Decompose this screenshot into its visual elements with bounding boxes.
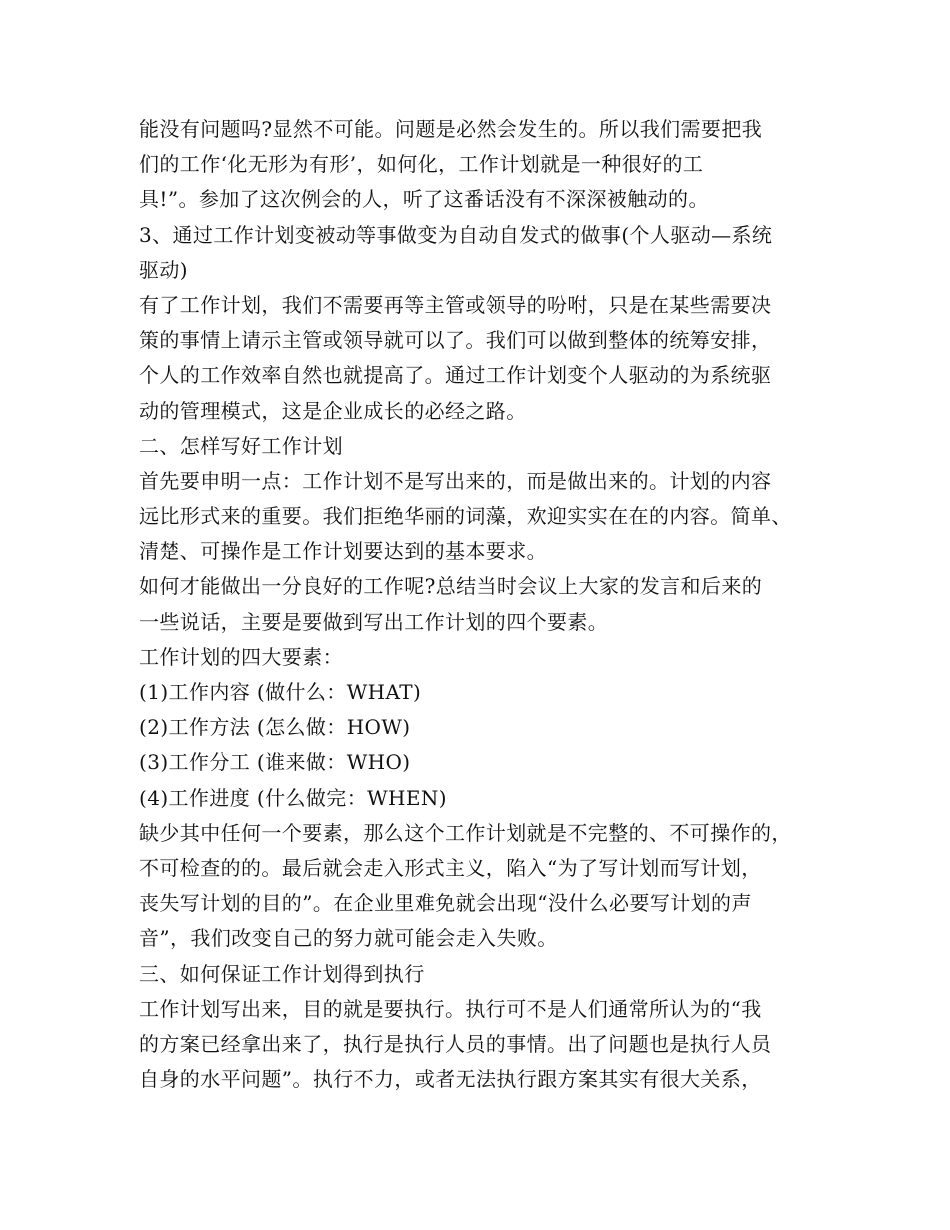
document-body: [139, 112, 839, 1097]
text-line: 丧失写计划的目的”。在企业里难免就会出现“没什么必要写计划的声: [139, 891, 752, 916]
text-line: 缺少其中任何一个要素，那么这个工作计划就是不完整的、不可操作的，: [139, 820, 792, 845]
list-item: (2)工作方法 (怎么做：HOW): [139, 715, 411, 740]
text-line: 3、通过工作计划变被动等事做变为自动自发式的做事(个人驱动—系统: [139, 222, 773, 247]
text-line: 的方案已经拿出来了，执行是执行人员的事情。出了问题也是执行人员: [139, 1031, 772, 1056]
text-line: 们的工作‘化无形为有形’，如何化，工作计划就是一种很好的工: [139, 152, 704, 177]
text-line: 能没有问题吗?显然不可能。问题是必然会发生的。所以我们需要把我: [139, 117, 763, 141]
text-line: 如何才能做出一分良好的工作呢?总结当时会议上大家的发言和后来的: [139, 574, 763, 599]
text-line: 不可检查的的。最后就会走入形式主义，陷入“为了写计划而写计划，: [139, 855, 762, 880]
section-heading: 三、如何保证工作计划得到执行: [139, 961, 425, 986]
text-line: 个人的工作效率自然也就提高了。通过工作计划变个人驱动的为系统驱: [139, 363, 772, 388]
text-line: 工作计划写出来，目的就是要执行。执行可不是人们通常所认为的“我: [139, 996, 762, 1021]
text-line: 音”，我们改变自己的努力就可能会走入失败。: [139, 926, 558, 951]
section-heading: 二、怎样写好工作计划: [139, 433, 343, 458]
list-item: (4)工作进度 (什么做完：WHEN): [139, 785, 447, 810]
text-line: 远比形式来的重要。我们拒绝华丽的词藻，欢迎实实在在的内容。简单、: [139, 504, 792, 529]
text-line: 首先要申明一点：工作计划不是写出来的，而是做出来的。计划的内容: [139, 468, 772, 493]
list-item: (1)工作内容 (做什么：WHAT): [139, 680, 422, 704]
text-line: 策的事情上请示主管或领导就可以了。我们可以做到整体的统筹安排，: [139, 328, 772, 353]
text-line: 具!”。参加了这次例会的人，听了这番话没有不深深被触动的。: [139, 187, 709, 212]
text-line: 工作计划的四大要素：: [139, 644, 343, 669]
text-line: 一些说话，主要是要做到写出工作计划的四个要素。: [139, 609, 609, 634]
text-line: 清楚、可操作是工作计划要达到的基本要求。: [139, 539, 547, 564]
text-line: 动的管理模式，这是企业成长的必经之路。: [139, 398, 527, 423]
list-item: (3)工作分工 (谁来做：WHO): [139, 750, 411, 775]
text-line: 自身的水平问题”。执行不力，或者无法执行跟方案其实有很大关系，: [139, 1067, 762, 1092]
text-line: 有了工作计划，我们不需要再等主管或领导的吩咐，只是在某些需要决: [139, 292, 772, 317]
text-line: 驱动): [139, 257, 189, 282]
